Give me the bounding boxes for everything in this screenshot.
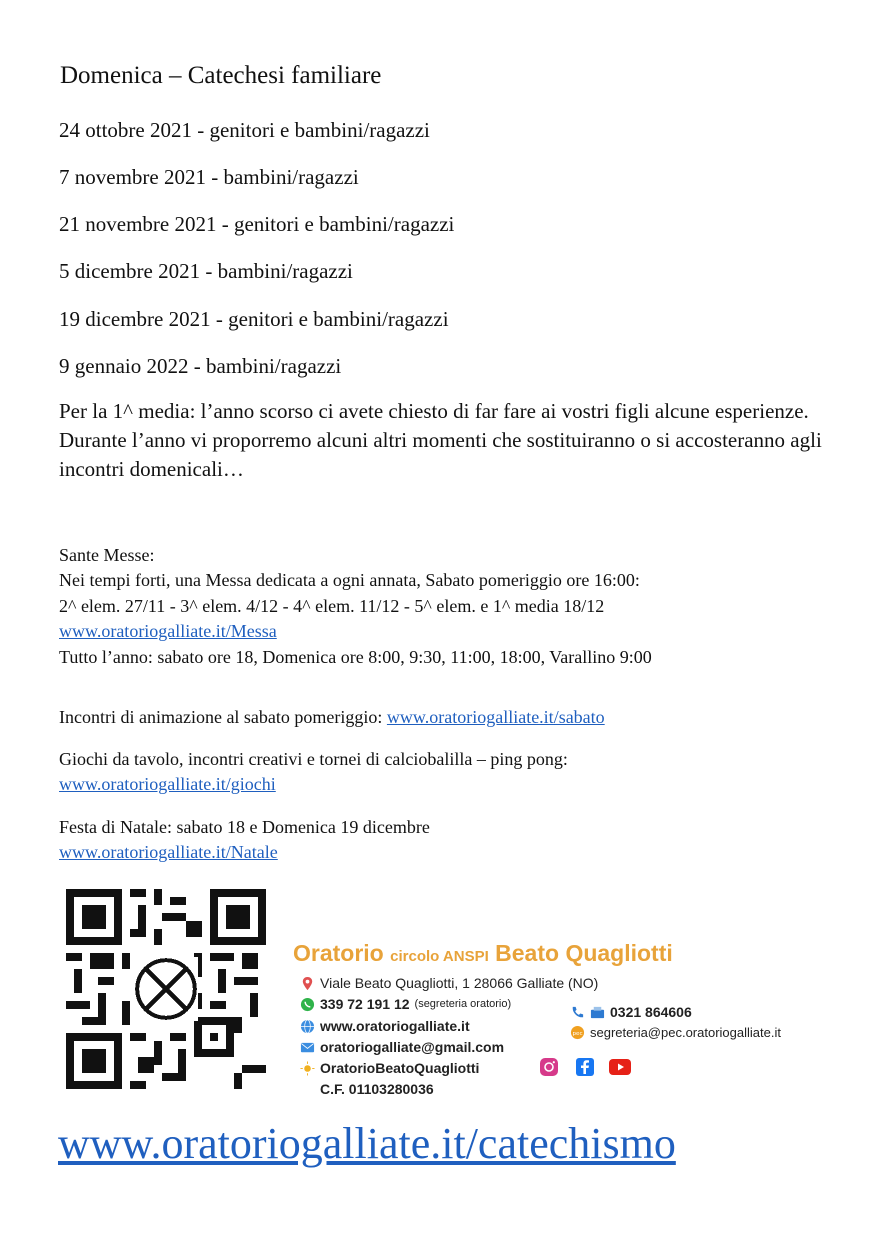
envelope-icon [300, 1040, 315, 1055]
address-row [300, 975, 598, 991]
sabato-link[interactable]: www.oratoriogalliate.it/sabato [386, 707, 605, 727]
pec-email: segreteria@pec.oratoriogalliate.it [590, 1025, 781, 1040]
website-row [300, 1018, 470, 1034]
address-text: Viale Beato Quagliotti, 1 28066 Galliate (NO) [320, 975, 599, 991]
fax-icon [590, 1005, 605, 1020]
location-pin-icon [300, 976, 315, 991]
oratorio-title [293, 940, 673, 967]
messe-line: 2^ elem. 27/11 - 3^ elem. 4/12 - 4^ elem. 11/12 - 5^ elem. e 1^ media 18/12 [59, 596, 605, 616]
title-part: circolo ANSPI [390, 948, 489, 965]
messe-title: Sante Messe: [59, 545, 155, 565]
whatsapp-row [300, 996, 511, 1012]
title-part: Beato Quagliotti [488, 940, 673, 966]
giochi-link[interactable]: www.oratoriogalliate.it/giochi [59, 774, 276, 794]
facebook-icon[interactable] [575, 1057, 595, 1077]
date-item: 5 dicembre 2021 - bambini/ragazzi [59, 259, 353, 283]
phone-number: 0321 864606 [610, 1004, 692, 1020]
date-item: 21 novembre 2021 - genitori e bambini/ragazzi [59, 212, 455, 236]
email-text: oratoriogalliate@gmail.com [320, 1039, 505, 1055]
whatsapp-icon [300, 997, 315, 1012]
natale-link[interactable]: www.oratoriogalliate.it/Natale [59, 842, 278, 862]
qr-code-icon [66, 889, 266, 1089]
page-title: Domenica – Catechesi familiare [60, 62, 382, 89]
phone-icon [570, 1005, 585, 1020]
sabato-text: Incontri di animazione al sabato pomeriggio: [59, 707, 387, 727]
svg-text:pec: pec [572, 1030, 583, 1037]
youtube-icon[interactable] [609, 1059, 631, 1075]
sun-logo-icon [300, 1061, 315, 1076]
cf-row [320, 1081, 434, 1097]
date-item: 19 dicembre 2021 - genitori e bambini/ragazzi [59, 307, 449, 331]
cf-text: C.F. 01103280036 [320, 1081, 434, 1097]
media-note: Per la 1^ media: l’anno scorso ci avete chiesto di far fare ai vostri figli alcune esperienze. Durante l’anno vi proporremo alcuni altri momenti che sostituiranno o si accosteranno agli incontri domenicali… [59, 399, 822, 481]
messe-line: Nei tempi forti, una Messa dedicata a ogni annata, Sabato pomeriggio ore 16:00: [59, 570, 640, 590]
phone-row [570, 1004, 692, 1020]
email-row [300, 1039, 504, 1055]
instagram-icon[interactable] [539, 1057, 559, 1077]
whatsapp-number: 339 72 191 12 [320, 996, 410, 1012]
giochi-text: Giochi da tavolo, incontri creativi e tornei di calciobalilla – ping pong: [59, 749, 568, 769]
globe-icon [300, 1019, 315, 1034]
sabato-line [59, 706, 605, 728]
website-text: www.oratoriogalliate.it [320, 1018, 470, 1034]
title-part: Oratorio [293, 940, 391, 966]
whatsapp-note: (segreteria oratorio) [414, 998, 512, 1010]
pec-row [570, 1025, 781, 1040]
social-handle: OratorioBeatoQuagliotti [320, 1060, 480, 1076]
date-item: 9 gennaio 2022 - bambini/ragazzi [59, 354, 342, 378]
date-item: 24 ottobre 2021 - genitori e bambini/ragazzi [59, 118, 430, 142]
messa-link[interactable]: www.oratoriogalliate.it/Messa [59, 621, 277, 641]
catechismo-link[interactable]: www.oratoriogalliate.it/catechismo [58, 1119, 676, 1168]
natale-text: Festa di Natale: sabato 18 e Domenica 19 dicembre [59, 817, 430, 837]
date-item: 7 novembre 2021 - bambini/ragazzi [59, 165, 359, 189]
messe-line: Tutto l’anno: sabato ore 18, Domenica ore 8:00, 9:30, 11:00, 18:00, Varallino 9:00 [59, 647, 652, 667]
social-row [300, 1060, 479, 1076]
pec-badge-icon [570, 1025, 585, 1040]
